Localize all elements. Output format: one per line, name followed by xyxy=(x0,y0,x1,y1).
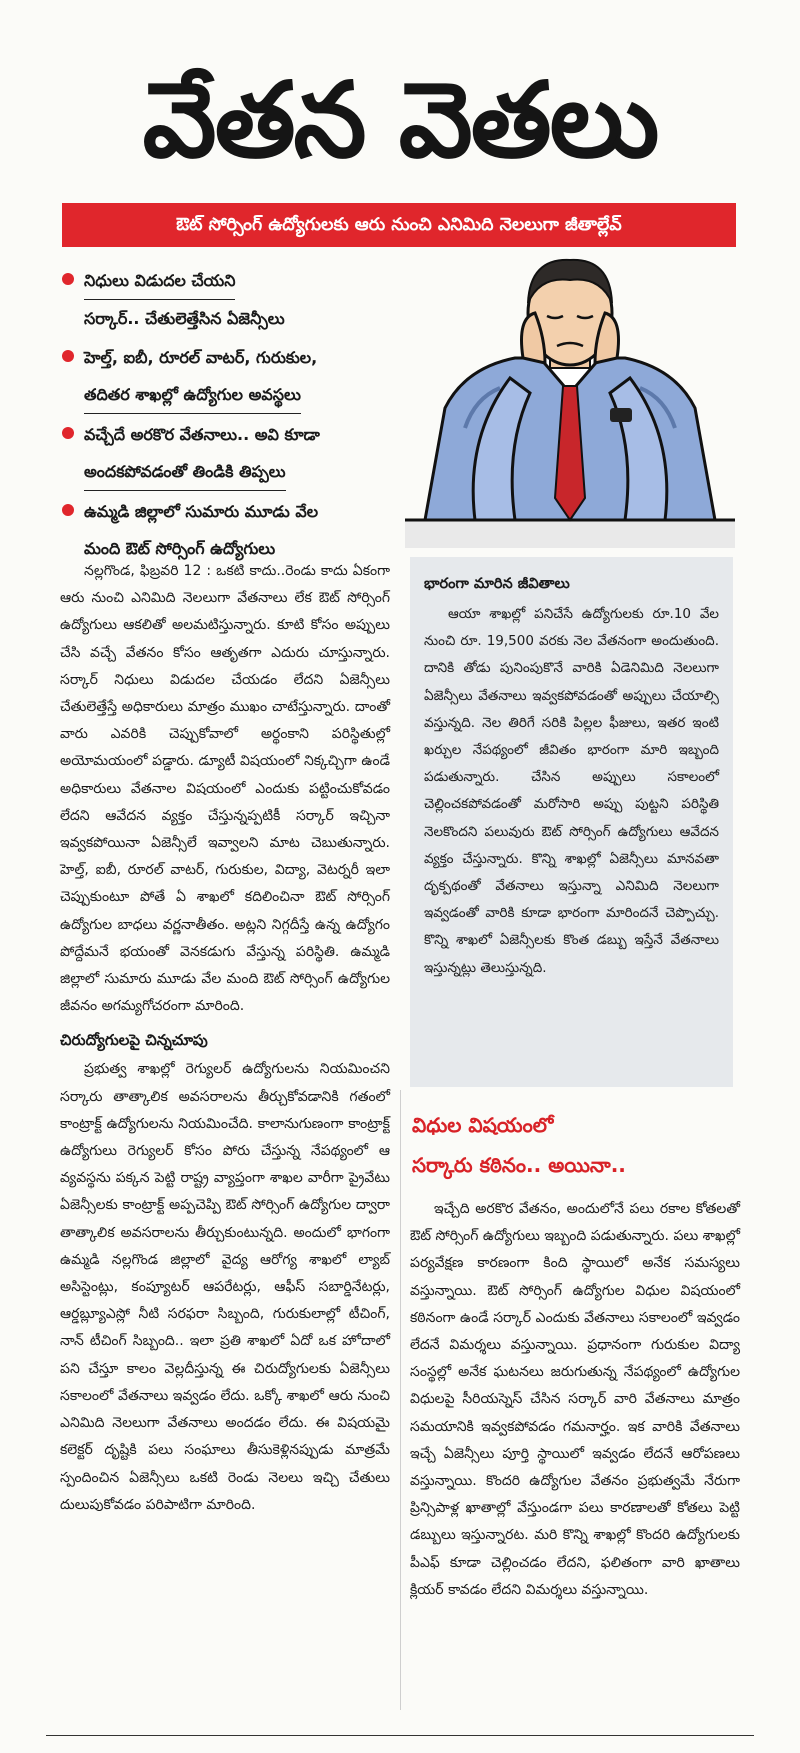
right-paragraph: ఇచ్చేది అరకొర వేతనం, అందులోనే పలు రకాల కోతలతో ఔట్ సోర్సింగ్ ఉద్యోగులు ఇబ్బంది పడుతున్నారు. పలు శాఖల్లో పర్యవేక్షణ కారణంగా కింది స్థాయిలో అనేక సమస్యలు వస్తున్నాయి. ఔట్ సోర్సింగ్ ఉద్యోగుల విధుల విషయంలో కఠినంగా ఉండే సర్కార్ ఎందుకు వేతనాలు సకాలంలో ఇవ్వడం లేదనే విమర్శలు వస్తున్నాయి. ప్రధానంగా గురుకుల విద్యా సంస్థల్లో అనేక ఘటనలు జరుగుతున్న నేపథ్యంలో ఉద్యోగుల విధులపై సీరియస్నెస్ చేసిన సర్కార్ వారి వేతనాలు మాత్రం సమయానికి ఇవ్వకపోవడం గమనార్హం. ఇక వారికి వేతనాలు ఇచ్చే ఏజెన్సీలు పూర్తి స్థాయిలో ఇవ్వడం లేదనే ఆరోపణలు వస్తున్నాయి. కొందరి ఉద్యోగుల వేతనం ప్రభుత్వమే నేరుగా ప్రిన్సిపాళ్ల ఖాతాల్లో వేస్తుండగా పలు కారణాలతో కోతలు పెట్టి డబ్బులు ఇస్తున్నారట. మరి కొన్ని శాఖల్లో కొందరి ఉద్యోగులకు పీఎఫ్ కూడా చెల్లించడం లేదని, ఫలితంగా వారి ఖాతాలు క్లియర్ కావడం లేదని విమర్శలు వస్తున్నాయి. xyxy=(410,1201,740,1598)
highlight-item xyxy=(56,339,396,414)
subheadline-banner: ఔట్ సోర్సింగ్ ఉద్యోగులకు ఆరు నుంచి ఎనిమిది నెలలుగా జీతాల్లేవ్ xyxy=(62,203,736,247)
column-divider xyxy=(400,1090,401,1710)
section-title: చిరుద్యోగులపై చిన్నచూపు xyxy=(60,1031,208,1050)
bullet-dot-icon xyxy=(62,350,74,362)
bottom-rule xyxy=(46,1735,754,1736)
highlight-line: తదితర శాఖల్లో ఉద్యోగుల అవస్థలు xyxy=(84,376,301,414)
highlight-line: అందకపోవడంతో తిండికి తిప్పలు xyxy=(84,453,286,491)
highlight-line: మంది ఔట్ సోర్సింగ్ ఉద్యోగులు xyxy=(84,539,276,558)
highlight-line: హెల్త్, ఐబీ, రూరల్ వాటర్, గురుకుల, xyxy=(84,348,318,367)
highlights-list xyxy=(56,262,396,569)
lead-paragraph: నల్లగొండ, ఫిబ్రవరి 12 : ఒకటి కాదు..రెండు కాదు ఏకంగా ఆరు నుంచి ఎనిమిది నెలలుగా వేతనాలు లేక ఔట్ సోర్సింగ్ ఉద్యోగులు ఆకలితో అలమటిస్తున్నారు. కూటి కోసం అప్పులు చేసి వచ్చే వేతనం కోసం ఆతృతగా ఎదురు చూస్తున్నారు. సర్కార్ నిధులు విడుదల చేయడం లేదని ఏజెన్సీలు చేతులెత్తేస్తే అధికారులు మాత్రం ముఖం చాటేస్తున్నారు. దాంతో వారు ఎవరికి చెప్పుకోవాలో అర్థంకాని పరిస్థితుల్లో అయోమయంలో పడ్డారు. డ్యూటీ విషయంలో నిక్కచ్చిగా ఉండే అధికారులు వేతనాల విషయంలో ఎందుకు పట్టించుకోవడం లేదని ఆవేదన వ్యక్తం చేస్తున్నప్పటికీ సర్కార్ ఇచ్చినా ఇవ్వకపోయినా ఏజెన్సీలే ఇవ్వాలని మాట చెబుతున్నారు. హెల్త్, ఐబీ, రూరల్ వాటర్, గురుకుల, విద్యా, వెటర్నరీ ఇలా చెప్పుకుంటూ పోతే ఏ శాఖలో కదిలించినా ఔట్ సోర్సింగ్ ఉద్యోగుల బాధలు వర్ణనాతీతం. అట్లని నిగ్గదీస్తే ఉన్న ఉద్యోగం పోద్దేమనే భయంతో వెనకడుగు వేస్తున్న పరిస్థితి. ఉమ్మడి జిల్లాలో సుమారు మూడు వేల మంది ఔట్ సోర్సింగ్ ఉద్యోగుల జీవనం అగమ్యగోచరంగా మారింది. xyxy=(60,563,390,1015)
highlight-item xyxy=(56,493,396,567)
right-column xyxy=(410,1196,740,1604)
bullet-dot-icon xyxy=(62,273,74,285)
bullet-dot-icon xyxy=(62,427,74,439)
left-column xyxy=(60,558,390,1519)
sidebar-paragraph: ఆయా శాఖల్లో పనిచేసే ఉద్యోగులకు రూ.10 వేల నుంచి రూ. 19,500 వరకు నెల వేతనంగా అందుతుంది. దానికి తోడు పునింపుకొనే వారికి ఏడెనిమిది నెలలుగా ఏజెన్సీలు వేతనాలు ఇవ్వకపోవడంతో అప్పులు చేయాల్సి వస్తున్నది. నెల తిరిగే సరికి పిల్లల ఫీజులు, ఇతర ఇంటి ఖర్చుల నేపథ్యంలో జీవితం భారంగా మారి ఇబ్బంది పడుతున్నారు. చేసిన అప్పులు సకాలంలో చెల్లించకపోవడంతో మరోసారి అప్పు పుట్టని పరిస్థితి నెలకొందని పలువురు ఔట్ సోర్సింగ్ ఉద్యోగులు ఆవేదన వ్యక్తం చేస్తున్నారు. కొన్ని శాఖల్లో ఏజెన్సీలు మానవతా దృక్పథంతో వేతనాలు ఇస్తున్నా ఎనిమిది నెలలుగా ఇవ్వడంతో వారికి కూడా భారంగా మారిందనే చెప్పొచ్చు. కొన్ని శాఖలో ఏజెన్సీలకు కొంత డబ్బు ఇస్తేనే వేతనాలు ఇస్తున్నట్లు తెలుస్తున్నది. xyxy=(424,606,719,976)
stressed-man-illustration xyxy=(405,258,735,548)
highlight-line: నిధులు విడుదల చేయని xyxy=(84,262,235,300)
sidebar-box xyxy=(410,557,733,1087)
highlight-line: ఉమ్మడి జిల్లాలో సుమారు మూడు వేల xyxy=(84,502,319,521)
right-title-line: విధుల విషయంలో xyxy=(412,1113,554,1137)
highlight-item xyxy=(56,262,396,337)
section-paragraph: ప్రభుత్వ శాఖల్లో రెగ్యులర్ ఉద్యోగులను నియమించని సర్కారు తాత్కాలిక అవసరాలను తీర్చుకోవడానికి గతంలో కాంట్రాక్ట్ ఉద్యోగులను నియమించేది. కాలానుగుణంగా కాంట్రాక్ట్ ఉద్యోగులు రెగ్యులర్ కోసం పోరు చేస్తున్న నేపథ్యంలో ఆ వ్యవస్థను పక్కన పెట్టి రాష్ట్ర వ్యాప్తంగా శాఖల వారీగా ప్రైవేటు ఏజెన్సీలకు కాంట్రాక్ట్ అప్పచెప్పి ఔట్ సోర్సింగ్ ఉద్యోగుల ద్వారా తాత్కాలిక అవసరాలను తీర్చుకుంటున్నది. అందులో భాగంగా ఉమ్మడి నల్లగొండ జిల్లాలో వైద్య ఆరోగ్య శాఖలో ల్యాబ్ అసిస్టెంట్లు, కంప్యూటర్ ఆపరేటర్లు, ఆఫీస్ సబార్డినేటర్లు, ఆర్డబ్ల్యూఎస్లో నీటి సరఫరా సిబ్బంది, గురుకులాల్లో టీచింగ్, నాన్ టీచింగ్ సిబ్బంది.. ఇలా ప్రతి శాఖలో ఏదో ఒక హోదాలో పని చేస్తూ కాలం వెల్లదీస్తున్న ఈ చిరుద్యోగులకు ఏజెన్సీలు సకాలంలో వేతనాలు ఇవ్వడం లేదు. ఒక్కో శాఖలో ఆరు నుంచి ఎనిమిది నెలలుగా వేతనాలు అందడం లేదు. ఈ విషయమై కలెక్టర్ దృష్టికి పలు సంఘాలు తీసుకెళ్లినప్పుడు మాత్రమే స్పందించిన ఏజెన్సీలు ఒకటి రెండు నెలలు ఇచ్చి చేతులు దులుపుకోవడం పరిపాటిగా మారింది. xyxy=(60,1061,390,1513)
highlight-item xyxy=(56,416,396,491)
bullet-dot-icon xyxy=(62,504,74,516)
right-title-line: సర్కారు కఠినం.. అయినా.. xyxy=(412,1153,626,1177)
headline: వేతన వెతలు xyxy=(142,59,658,181)
highlight-line: సర్కార్.. చేతులెత్తేసిన ఏజెన్సీలు xyxy=(84,309,285,328)
highlight-line: వచ్చేదే అరకొర వేతనాలు.. అవి కూడా xyxy=(84,425,320,444)
sidebar-title: భారంగా మారిన జీవితాలు xyxy=(424,576,570,592)
right-section-title xyxy=(412,1105,742,1185)
